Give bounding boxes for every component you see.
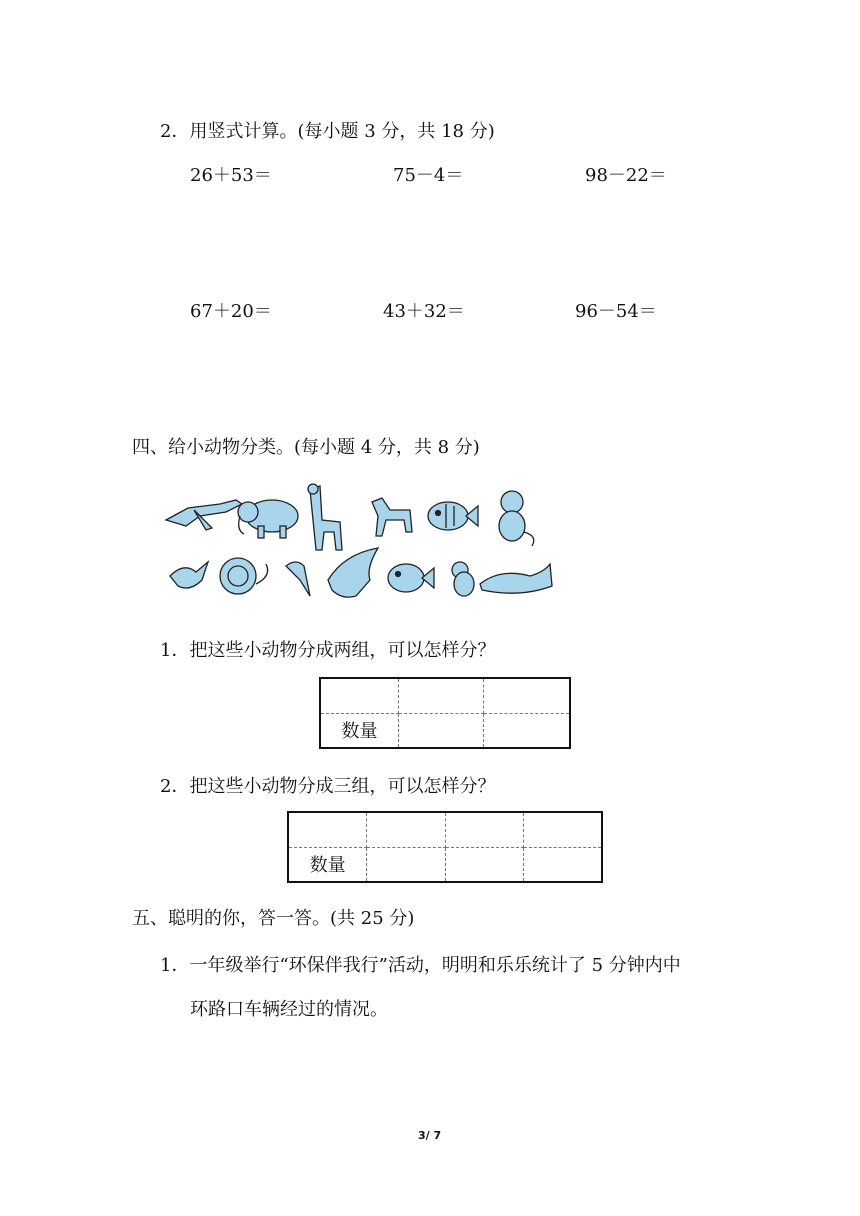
table-cell[interactable] bbox=[398, 678, 484, 713]
table-cell[interactable] bbox=[288, 812, 367, 847]
giraffe-icon bbox=[308, 484, 342, 550]
whale-icon bbox=[480, 564, 552, 593]
section-title: 五、聪明的你，答一答。(共 25 分) bbox=[132, 908, 415, 929]
expression: 75－4＝ bbox=[393, 165, 464, 186]
table-cell[interactable] bbox=[523, 847, 602, 882]
question-text: 1．一年级举行“环保伴我行”活动，明明和乐乐统计了 5 分钟内中 bbox=[160, 955, 681, 976]
parrot-icon bbox=[452, 562, 474, 596]
table-cell[interactable] bbox=[445, 812, 523, 847]
bird-icon bbox=[166, 500, 242, 530]
table-cell[interactable] bbox=[445, 847, 523, 882]
table-cell[interactable] bbox=[484, 678, 570, 713]
table-cell[interactable] bbox=[484, 713, 570, 748]
fish-icon bbox=[428, 502, 478, 530]
table-cell[interactable] bbox=[367, 847, 445, 882]
monkey-icon bbox=[499, 491, 534, 546]
eagle-icon bbox=[328, 548, 378, 597]
question-text: 2．把这些小动物分成三组，可以怎样分？ bbox=[160, 776, 496, 797]
classification-table-two-groups bbox=[319, 677, 571, 749]
dove-icon bbox=[170, 562, 208, 588]
page-number: 3/ 7 bbox=[418, 1129, 442, 1142]
expression: 98－22＝ bbox=[585, 165, 667, 186]
question-text: 1．把这些小动物分成两组，可以怎样分？ bbox=[160, 640, 496, 661]
table-cell[interactable] bbox=[367, 812, 445, 847]
elephant-icon bbox=[238, 500, 298, 538]
lion-icon bbox=[220, 558, 268, 594]
count-label: 数量 bbox=[288, 847, 367, 882]
expression: 96－54＝ bbox=[575, 301, 657, 322]
parrot-icon bbox=[286, 562, 310, 596]
expression: 43＋32＝ bbox=[383, 301, 465, 322]
table-cell[interactable] bbox=[523, 812, 602, 847]
table-cell[interactable] bbox=[320, 678, 398, 713]
section-title: 四、给小动物分类。(每小题 4 分，共 8 分) bbox=[132, 437, 480, 458]
classification-table-three-groups bbox=[287, 811, 603, 883]
expression: 26＋53＝ bbox=[190, 165, 272, 186]
expression: 67＋20＝ bbox=[190, 301, 272, 322]
question-title: 2．用竖式计算。(每小题 3 分，共 18 分) bbox=[160, 121, 495, 142]
fish-icon bbox=[388, 564, 434, 592]
count-label: 数量 bbox=[320, 713, 398, 748]
table-cell[interactable] bbox=[398, 713, 484, 748]
horse-icon bbox=[372, 498, 412, 536]
animals-picture bbox=[160, 480, 560, 610]
question-text: 环路口车辆经过的情况。 bbox=[190, 999, 388, 1020]
